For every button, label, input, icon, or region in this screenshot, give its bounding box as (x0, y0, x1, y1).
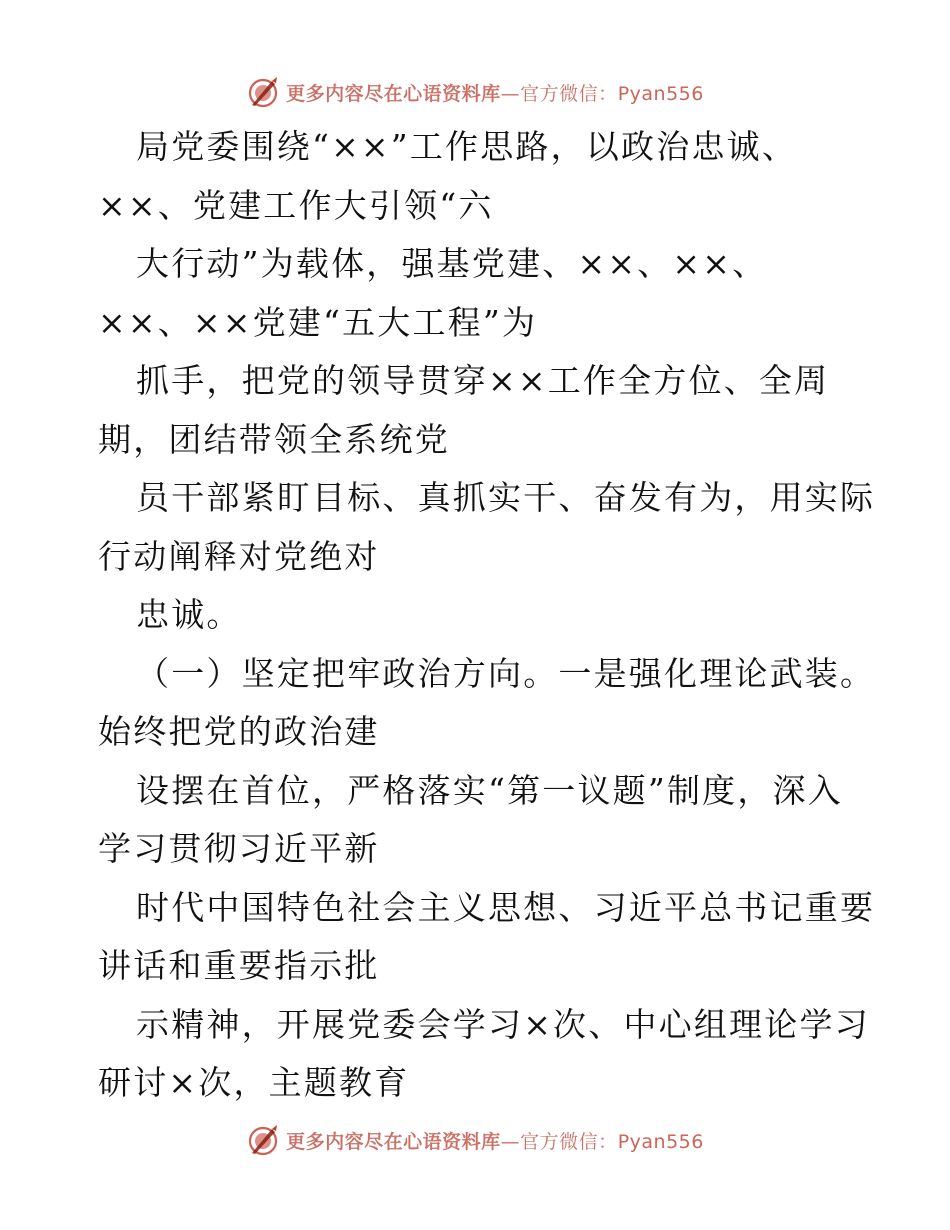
watermark-main-text: 更多内容尽在心语资料库 (286, 1130, 501, 1153)
quill-seal-icon (246, 75, 280, 109)
body-line: 研讨×次，主题教育 (98, 1063, 410, 1102)
body-line: 示精神，开展党委会学习×次、中心组理论学习 (136, 1004, 870, 1044)
body-line: 讲话和重要指示批 (98, 946, 380, 985)
body-line: 抓手，把党的领导贯穿××工作全方位、全周 (136, 361, 830, 400)
body-line: 行动阐释对党绝对 (98, 536, 380, 576)
body-line: （一）坚定把牢政治方向。一是强化理论武装。 (136, 653, 876, 693)
watermark-wechat-label: 官方微信： (520, 1130, 618, 1153)
body-line: ××、党建工作大引领“六 (98, 185, 494, 225)
body-line: 忠诚。 (136, 595, 242, 634)
body-line: 大行动”为载体，强基党建、××、××、 (136, 244, 768, 283)
body-line: 设摆在首位，严格落实“第一议题”制度，深入 (136, 770, 843, 810)
footer-watermark (0, 1120, 950, 1160)
watermark-wechat-id: Pyan556 (617, 1130, 704, 1153)
watermark-wechat-id: Pyan556 (617, 82, 704, 105)
body-line: 期，团结带领全系统党 (98, 419, 450, 459)
body-line: 时代中国特色社会主义思想、习近平总书记重要 (136, 887, 876, 927)
watermark-separator: — (500, 82, 521, 105)
document-body (98, 118, 876, 1113)
watermark-separator: — (500, 1130, 521, 1153)
body-line: 学习贯彻习近平新 (98, 829, 380, 868)
body-line: 员干部紧盯目标、真抓实干、奋发有为，用实际 (136, 478, 876, 517)
watermark-text (286, 79, 704, 106)
quill-seal-icon (246, 1123, 280, 1157)
watermark-main-text: 更多内容尽在心语资料库 (286, 82, 501, 105)
body-line: ××、××党建“五大工程”为 (98, 302, 538, 342)
body-line: 始终把党的政治建 (98, 712, 380, 751)
watermark-wechat-label: 官方微信： (520, 82, 618, 105)
watermark-text (286, 1127, 704, 1154)
header-watermark (0, 72, 950, 112)
body-line: 局党委围绕“××”工作思路，以政治忠诚、 (136, 127, 798, 166)
